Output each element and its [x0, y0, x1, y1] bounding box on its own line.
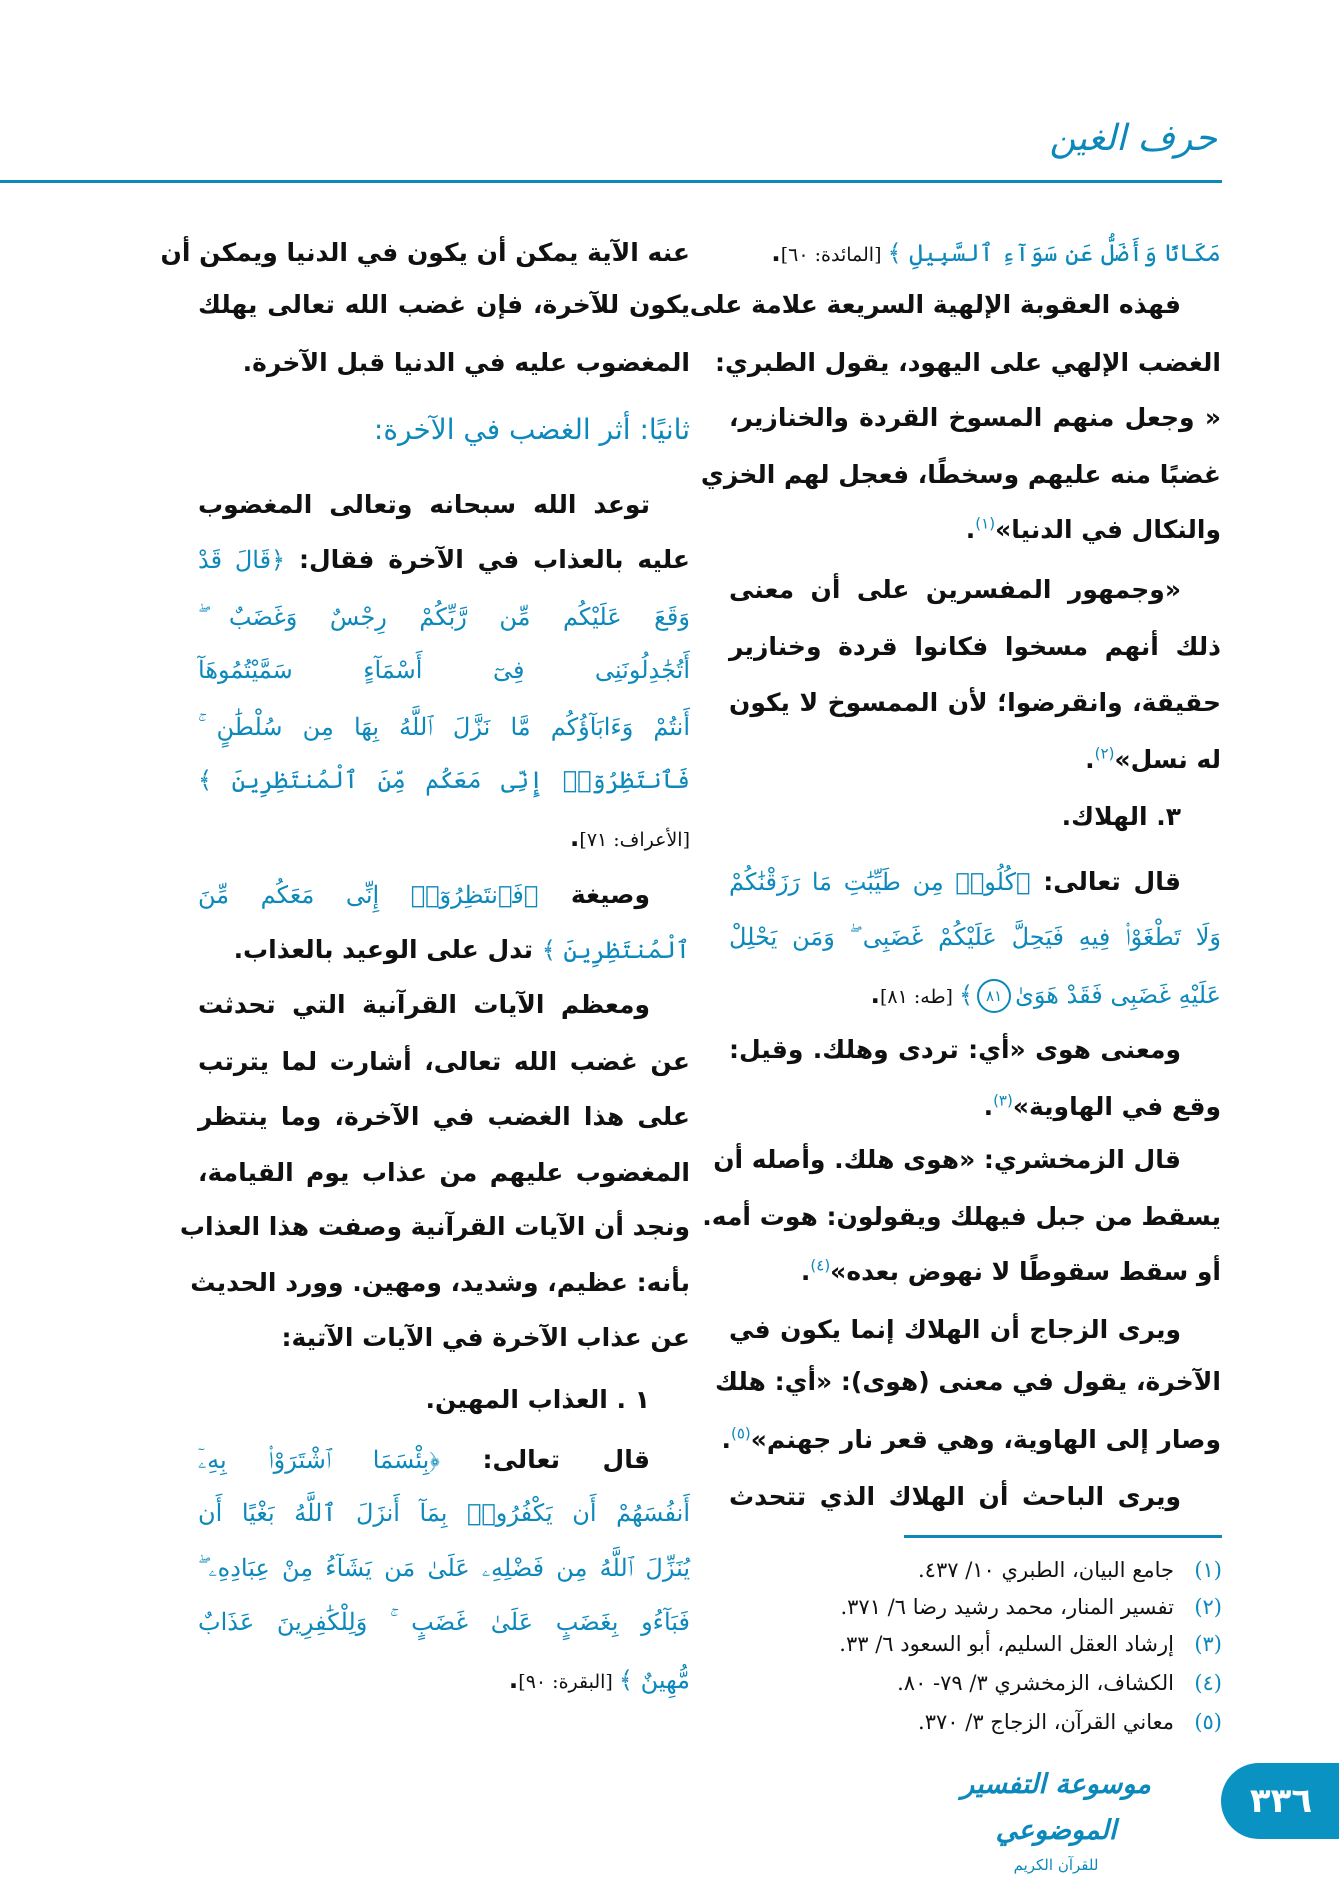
body-text: ونجد أن الآيات القرآنية وصفت هذا العذاب	[179, 1212, 690, 1241]
text-line	[729, 1024, 1221, 1076]
quran-verse: ﴿قَالَ قَدْ	[198, 546, 286, 574]
footnote-marker[interactable]: (٢)	[1094, 744, 1115, 763]
footnote-text: معاني القرآن، الزجاج ٣/ ٣٧٠.	[918, 1710, 1174, 1734]
body-text: قال تعالى:	[439, 1445, 650, 1474]
text-line	[689, 279, 1221, 331]
quran-verse: ﴿كُلُوا۟ مِن طَيِّبَٰتِ مَا رَزَقْنَٰكُمْ	[729, 868, 1031, 896]
text-line	[198, 1374, 690, 1426]
quran-verse: ﴿بِئْسَمَا ٱشْتَرَوْا۟ بِهِۦٓ	[198, 1446, 440, 1474]
text-line	[198, 1487, 690, 1539]
text-line	[729, 969, 1221, 1021]
text-line	[198, 812, 690, 864]
footnote-text: جامع البيان، الطبري ١٠/ ٤٣٧.	[917, 1558, 1174, 1582]
quran-verse: مُّهِينٌ ﴾	[618, 1666, 690, 1694]
text-line	[729, 1081, 1221, 1133]
quran-verse: فَبَآءُو بِغَضَبٍ عَلَىٰ غَضَبٍ ۚ وَلِلْكَٰفِرِينَ عَذَابٌ	[198, 1608, 690, 1636]
text-line	[198, 869, 690, 921]
quran-verse: عَلَيْهِ غَضَبِى فَقَدْ هَوَىٰ	[1015, 981, 1221, 1009]
text-line	[198, 534, 690, 586]
body-text: عن غضب الله تعالى، أشارت لما يترتب	[198, 1047, 690, 1076]
text-line	[729, 1304, 1221, 1356]
footnote-marker[interactable]: (٥)	[730, 1424, 751, 1443]
quran-verse: ﴿فَٱنتَظِرُوٓا۟ إِنِّى مَعَكُم مِّنَ	[198, 881, 539, 909]
body-text: « وجعل منهم المسوخ القردة والخنازير،	[729, 403, 1221, 432]
text-line	[160, 227, 690, 279]
left-text-column	[160, 0, 691, 1760]
body-text: .	[800, 1257, 811, 1286]
footnote-text: الكشاف، الزمخشري ٣/ ٧٩- ٨٠.	[897, 1671, 1174, 1695]
quran-verse: ٱلْمُنتَظِرِينَ ﴾	[541, 936, 690, 964]
text-line	[198, 1434, 690, 1486]
text-line	[729, 856, 1221, 908]
body-text: ومعظم الآيات القرآنية التي تحدثت	[198, 990, 650, 1019]
body-text: المغضوب عليه في الدنيا قبل الآخرة.	[242, 348, 690, 377]
body-text: .	[721, 1425, 731, 1454]
quran-verse: فَٱنتَظِرُوٓا۟ إِنِّى مَعَكُم مِّنَ ٱلْمُنتَظِرِينَ ﴾	[198, 766, 690, 794]
body-text: على هذا الغضب في الآخرة، وما ينتظر	[198, 1102, 690, 1131]
text-line	[198, 591, 690, 643]
body-text: .	[508, 1665, 519, 1694]
text-line	[729, 621, 1221, 673]
body-text: .	[1085, 745, 1095, 774]
quran-verse: مَكَانًا وَأَضَلُّ عَن سَوَآءِ ٱلسَّبِيلِ ﴾	[887, 239, 1221, 267]
quran-verse: أَنفُسَهُمْ أَن يَكْفُرُوا۟ بِمَآ أَنزَلَ ٱللَّهُ بَغْيًا أَن	[198, 1499, 690, 1527]
body-text: يسقط من جبل فيهلك ويقولون: هوت أمه.	[702, 1202, 1221, 1231]
body-text: الآخرة، يقول في معنى (هوى): «أي: هلك	[715, 1367, 1221, 1396]
footnote-number: (٢)	[1194, 1595, 1222, 1619]
footnote-marker[interactable]: (٣)	[993, 1091, 1013, 1110]
body-text: فهذه العقوبة الإلهية السريعة علامة على	[689, 290, 1181, 319]
footnote-item	[700, 1665, 1222, 1701]
text-line	[198, 1147, 690, 1199]
text-line	[721, 1414, 1221, 1466]
logo-subtitle: للقرآن الكريم	[1013, 1856, 1099, 1874]
body-text: ١ . العذاب المهين.	[425, 1385, 650, 1414]
body-text: غضبًا منه عليهم وسخطًا، فعجل لهم الخزي	[700, 460, 1221, 489]
body-text: قال تعالى:	[1030, 867, 1181, 896]
footnote-marker[interactable]: (١)	[975, 514, 996, 533]
body-text: حقيقة، وانقرضوا؛ لأن الممسوخ لا يكون	[729, 688, 1221, 717]
footnote-text: تفسير المنار، محمد رشيد رضا ٦/ ٣٧١.	[840, 1595, 1174, 1619]
body-text: وصيغة	[538, 880, 650, 909]
body-text: ومعنى هوى «أي: تردى وهلك. وقيل:	[729, 1035, 1181, 1064]
body-text: ذلك أنهم مسخوا فكانوا قردة وخنازير	[729, 632, 1221, 661]
quran-verse: أَتُجَٰدِلُونَنِى فِىٓ أَسْمَآءٍ سَمَّيْتُمُوهَآ	[198, 656, 690, 684]
logo-title: موسوعة التفسير الموضوعي	[961, 1769, 1151, 1846]
text-line	[729, 227, 1221, 279]
footnote-marker[interactable]: (٤)	[810, 1256, 831, 1275]
text-line	[714, 337, 1221, 389]
text-line	[729, 392, 1221, 444]
body-text: توعد الله سبحانه وتعالى المغضوب	[198, 490, 650, 519]
body-text: ويرى الباحث أن الهلاك الذي تتحدث	[729, 1482, 1181, 1511]
text-line	[198, 1654, 690, 1706]
footnote-item	[700, 1626, 1222, 1662]
text-line	[198, 1542, 690, 1594]
body-text: .	[965, 515, 976, 544]
text-line	[713, 1134, 1221, 1186]
body-text: الغضب الإلهي على اليهود، يقول الطبري:	[714, 348, 1221, 377]
text-line	[198, 701, 690, 753]
body-text: يكون للآخرة، فإن غضب الله تعالى يهلك	[198, 290, 690, 319]
body-text: والنكال في الدنيا»	[995, 515, 1221, 544]
text-line	[198, 337, 690, 389]
text-line	[715, 1356, 1221, 1408]
body-text: .	[870, 980, 880, 1009]
text-line	[729, 564, 1221, 616]
verse-reference: [البقرة: ٩٠]	[518, 1671, 619, 1693]
text-line	[700, 449, 1221, 501]
footnote-number: (٥)	[1194, 1710, 1222, 1734]
footnote-text: إرشاد العقل السليم، أبو السعود ٦/ ٣٣.	[839, 1632, 1174, 1656]
text-line	[198, 1312, 690, 1364]
verse-reference: [المائدة: ٦٠]	[780, 244, 888, 266]
verse-reference: [الأعراف: ٧١]	[579, 829, 690, 851]
footnote-number: (٤)	[1194, 1671, 1222, 1695]
text-line	[729, 734, 1221, 786]
text-line	[190, 1257, 690, 1309]
body-text: .	[771, 238, 781, 267]
body-text: «وجمهور المفسرين على أن معنى	[729, 575, 1181, 604]
quran-verse: أَنتُمْ وَءَابَآؤُكُم مَّا نَزَّلَ ٱللَّهُ بِهَا مِن سُلْطَٰنٍ ۚ	[198, 713, 690, 741]
body-text: بأنه: عظيم، وشديد، ومهين. وورد الحديث	[190, 1268, 690, 1297]
body-text: تدل على الوعيد بالعذاب.	[233, 935, 542, 964]
footnote-item	[700, 1589, 1222, 1625]
text-line	[729, 677, 1221, 729]
footnote-number: (١)	[1194, 1558, 1222, 1582]
text-line	[729, 1246, 1221, 1298]
text-line	[179, 1201, 690, 1253]
text-line	[198, 644, 690, 696]
text-line	[198, 404, 690, 456]
body-text: وقع في الهاوية»	[1012, 1092, 1221, 1121]
section-heading: ثانيًا: أثر الغضب في الآخرة:	[373, 413, 690, 446]
quran-verse: يُنَزِّلَ ٱللَّهُ مِن فَضْلِهِۦ عَلَىٰ مَن يَشَآءُ مِنْ عِبَادِهِۦ ۖ	[198, 1554, 690, 1582]
body-text: له نسل»	[1114, 745, 1221, 774]
right-text-column	[689, 0, 1221, 1760]
body-text: وصار إلى الهاوية، وهي قعر نار جهنم»	[750, 1425, 1221, 1454]
body-text: .	[569, 823, 580, 852]
page-number: ٣٣٦	[1221, 1763, 1339, 1839]
quran-verse: وَقَعَ عَلَيْكُم مِّن رَّبِّكُمْ رِجْسٌ وَغَضَبٌ ۖ	[198, 603, 690, 631]
footnote-number: (٣)	[1194, 1632, 1222, 1656]
text-line	[198, 279, 690, 331]
body-text: ٣. الهلاك.	[1061, 802, 1181, 831]
footnote-divider	[904, 1535, 1222, 1538]
text-line	[198, 1091, 690, 1143]
text-line	[198, 1596, 690, 1648]
body-text: .	[983, 1092, 994, 1121]
text-line	[198, 479, 690, 531]
body-text: أو سقط سقوطًا لا نهوض بعده»	[830, 1257, 1221, 1286]
verse-reference: [طه: ٨١]	[879, 986, 960, 1008]
body-text: عن عذاب الآخرة في الآيات الآتية:	[281, 1323, 690, 1352]
text-line	[729, 791, 1221, 843]
body-text: قال الزمخشري: «هوى هلك. وأصله أن	[713, 1145, 1181, 1174]
quran-verse: ﴾	[959, 981, 974, 1009]
text-line	[729, 911, 1221, 963]
text-line	[729, 504, 1221, 556]
verse-number-badge: ٨١	[977, 979, 1011, 1013]
encyclopedia-logo	[934, 1762, 1178, 1874]
footnote-item	[700, 1552, 1222, 1588]
body-text: عليه بالعذاب في الآخرة فقال:	[285, 545, 691, 574]
chapter-title: حرف الغين	[1049, 118, 1217, 159]
body-text: ويرى الزجاج أن الهلاك إنما يكون في	[729, 1315, 1181, 1344]
text-line	[198, 924, 690, 976]
quran-verse: وَلَا تَطْغَوْا۟ فِيهِ فَيَحِلَّ عَلَيْكُمْ غَضَبِى ۖ وَمَن يَحْلِلْ	[729, 923, 1221, 951]
text-line	[198, 754, 690, 806]
text-line	[729, 1471, 1221, 1523]
text-line	[198, 979, 690, 1031]
text-line	[198, 1036, 690, 1088]
footnote-item	[700, 1704, 1222, 1740]
text-line	[702, 1191, 1221, 1243]
body-text: عنه الآية يمكن أن يكون في الدنيا ويمكن أن	[160, 238, 690, 267]
body-text: المغضوب عليهم من عذاب يوم القيامة،	[198, 1158, 690, 1187]
